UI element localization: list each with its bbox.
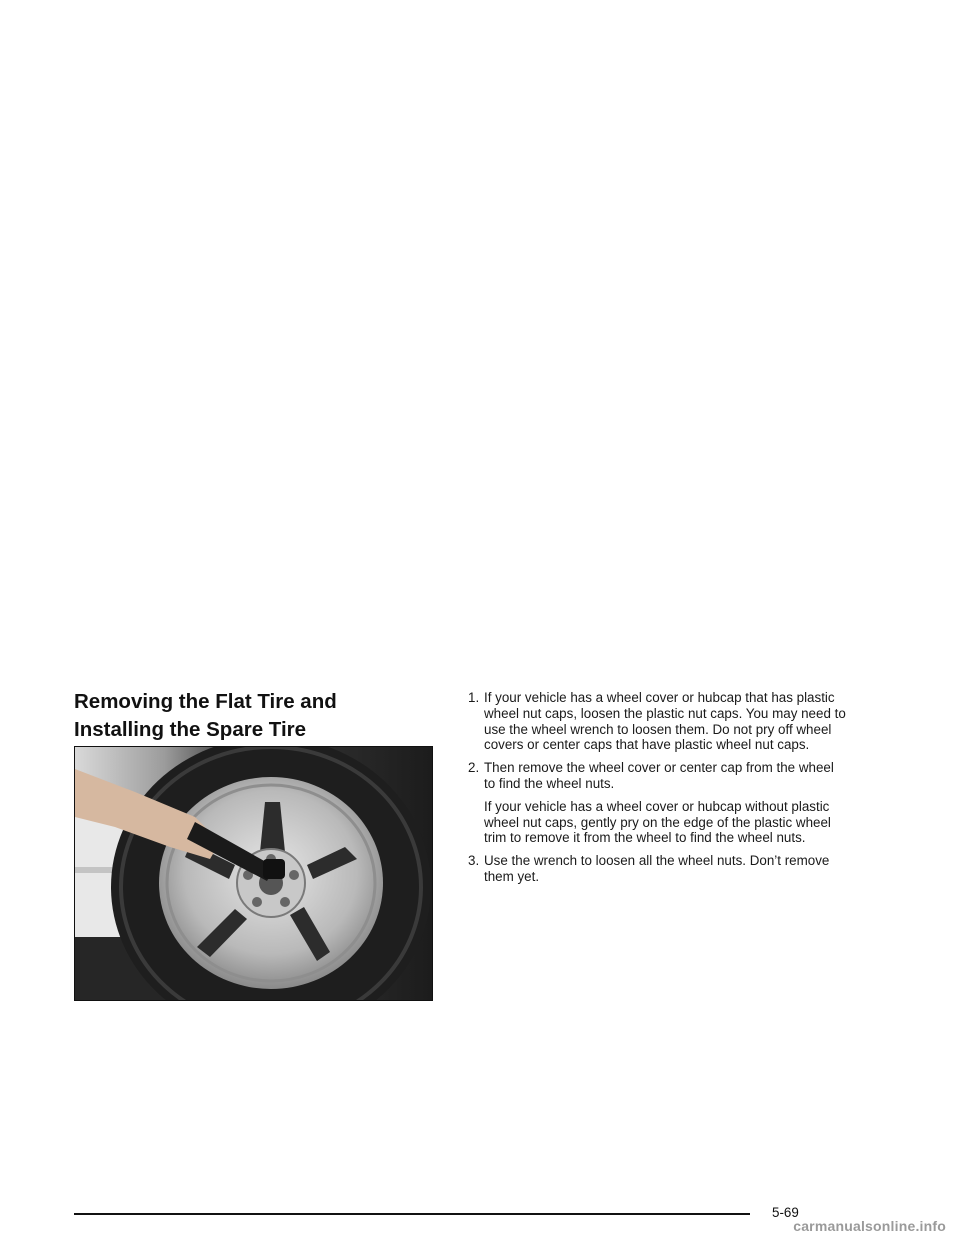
step-number: 2. (468, 760, 480, 776)
step-2-note: If your vehicle has a wheel cover or hubcap without plastic wheel nut caps, gently pry on the edge of the plastic wheel trim to remove it from the wheel to find the wheel nuts. (484, 798, 831, 846)
wheel-wrench-photo (74, 746, 433, 1001)
step-number: 3. (468, 853, 480, 869)
section-title: Removing the Flat Tire and Installing the Spare Tire (74, 690, 337, 741)
page-number: 5-69 (772, 1205, 799, 1220)
step-2 (468, 760, 848, 792)
footer-rule (74, 1213, 750, 1215)
step-3 (468, 853, 848, 885)
step-text: If your vehicle has a wheel cover or hubcap that has plastic wheel nut caps, loosen the plastic nut caps. You may need to use the wheel wrench to loosen them. Do not pry off wheel covers or center caps that have plastic wheel nut caps. (484, 690, 846, 753)
step-1 (468, 690, 848, 753)
step-text: Then remove the wheel cover or center cap from the wheel to find the wheel nuts. (484, 760, 834, 791)
instruction-steps (468, 690, 848, 892)
step-text: Use the wrench to loosen all the wheel nuts. Don’t remove them yet. (484, 853, 830, 884)
watermark: carmanualsonline.info (793, 1218, 946, 1234)
step-number: 1. (468, 690, 480, 705)
